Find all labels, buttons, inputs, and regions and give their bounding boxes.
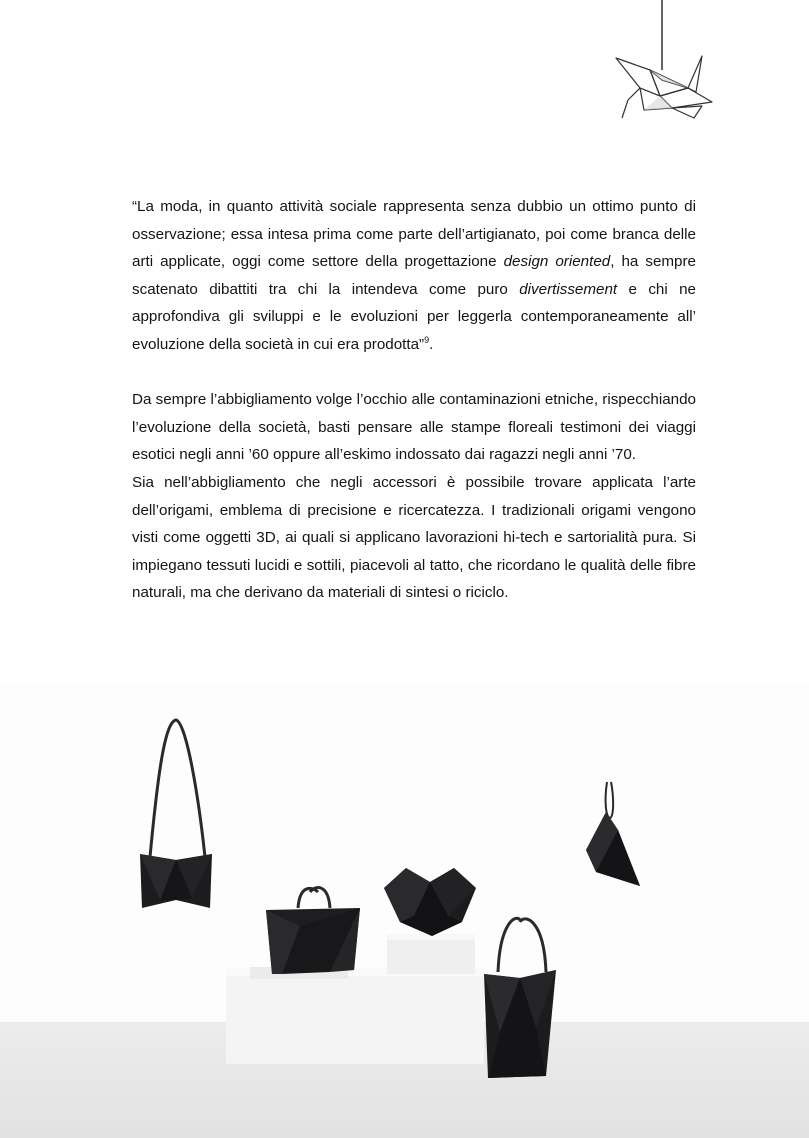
paragraph-1-text-a: “La moda, in quanto attività sociale rappresenta senza dubbio un ottimo punto di osservazione; essa intesa prima come parte dell’artigianato, poi come branca delle arti applicate, oggi come settore della progettazione [132,198,696,271]
paragraph-3: Sia nell’abbigliamento che negli accessori è possibile trovare applicata l’arte dell’origami, emblema di precisione e ricercatezza. I tradizionali origami vengono visti come oggetti 3D, ai quali si applicano lavorazioni hi-tech e sartorialità pura. Si impiegano tessuti lucidi e sottili, piacevoli al tatto, che ricordano le qualità delle fibre naturali, ma che derivano da materiali di sintesi o riciclo. [132,473,696,602]
italic-design-oriented: design oriented [503,253,611,271]
italic-divertissement: divertissement [519,280,618,298]
paragraph-2: Da sempre l’abbigliamento volge l’occhio alle contaminazioni etniche, rispecchiando l’evoluzione della società, basti pensare alle stampe floreali testimoni dei viaggi esotici negli anni ’60 oppure all’eskimo indossato dai ragazzi negli anni ’70. [132,391,696,464]
paragraph-1-end: . [429,335,434,353]
paragraph-1 [132,193,696,359]
origami-crane-illustration [600,0,720,125]
paragraph-gap [132,359,696,387]
body-text [132,193,696,607]
footnote-marker: 9 [424,334,430,345]
paragraph-1-text-b: , ha sempre scatenato dibattiti tra chi la intendeva come puro [132,253,697,298]
origami-bags-photo [0,682,809,1138]
paragraph-1-text-c: e chi ne approfondiva gli sviluppi e le evoluzioni per leggerla contemporaneamente all’ evoluzione della società in cui era prodotta” [132,280,696,353]
